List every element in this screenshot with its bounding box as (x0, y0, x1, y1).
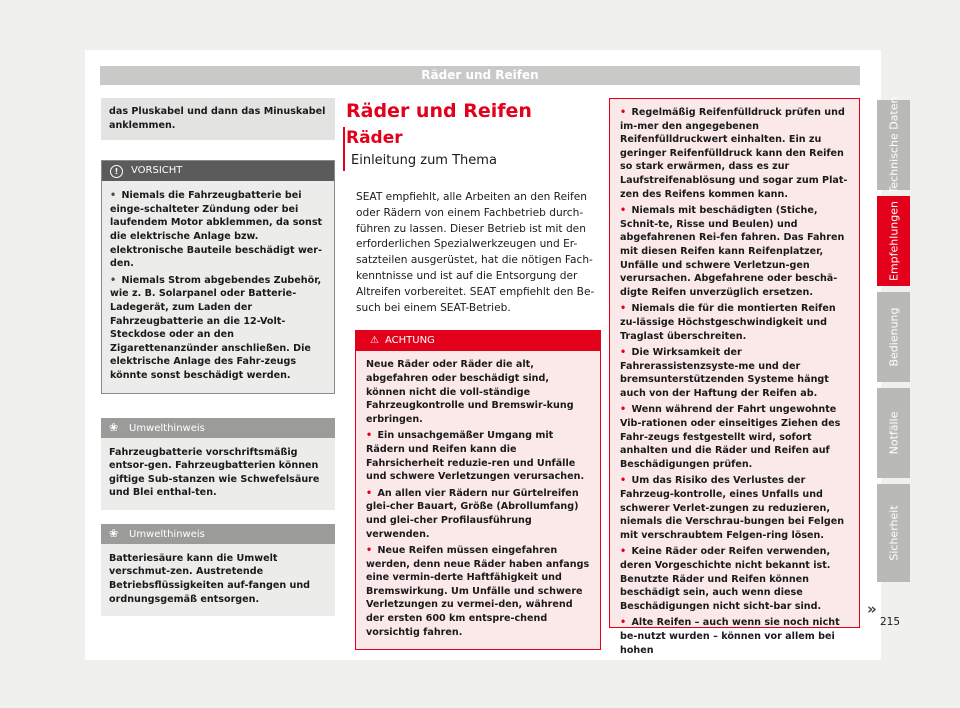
list-item-text: Um das Risiko des Verlustes der Fahrzeug-kontrolle, eines Unfalls und schwerer Verlet-zungen zu reduzieren, niemals die Verschrau-bungen bei Felgen mit verschraubtem Felgen-ring lösen. (620, 475, 845, 541)
bullet-icon: • (110, 274, 117, 286)
tab-sicherheit[interactable] (877, 484, 910, 582)
list-item (620, 474, 851, 542)
tab-empfehlungen[interactable] (877, 196, 910, 286)
bullet-icon: • (620, 303, 627, 315)
achtung-header (356, 331, 600, 351)
vorsicht-box (101, 160, 335, 393)
chapter-title: Räder und Reifen (346, 100, 532, 122)
list-item (620, 106, 851, 201)
leaf-icon: ❀ (109, 526, 119, 540)
bullet-icon: • (620, 617, 627, 629)
bullet-icon: • (366, 430, 373, 442)
umwelt-box-1 (101, 418, 335, 510)
tab-label: Bedienung (887, 307, 900, 367)
list-item (366, 544, 592, 639)
list-item-text: Alte Reifen – auch wenn sie noch nicht be-nutzt wurden – können vor allem bei hohen (620, 617, 840, 656)
continue-icon: » (867, 600, 877, 618)
bullet-icon: • (620, 347, 627, 359)
umwelt-header-1 (101, 418, 335, 438)
umwelt-label-2: Umwelthinweis (129, 528, 205, 540)
bullet-icon: • (366, 545, 373, 557)
bullet-icon: • (620, 205, 627, 217)
tab-label: Notfälle (887, 411, 900, 455)
column-right (609, 98, 860, 656)
tab-technische-daten[interactable] (877, 96, 910, 194)
vorsicht-header (102, 161, 334, 181)
list-item (620, 616, 851, 657)
list-item-text: Wenn während der Fahrt ungewohnte Vib-rationen oder einseitiges Ziehen des Fahr-zeugs festgestellt wird, sofort anhalten und die Räder und Reifen auf Beschädigungen prüfen. (620, 404, 841, 470)
subsection-title-text: Einleitung zum Thema (351, 153, 497, 168)
bullet-icon: • (620, 107, 627, 118)
warning-triangle-icon: ⚠ (370, 335, 379, 347)
umwelt-text-1: Fahrzeugbatterie vorschriftsmäßig entsor-gen. Fahrzeugbatterien können giftige Sub-stanzen wie Schwefelsäure und Blei enthal-ten. (109, 446, 320, 499)
vorsicht-label: VORSICHT (131, 165, 183, 177)
tab-label: Empfehlungen (887, 201, 900, 281)
list-item (620, 346, 851, 400)
list-item-text: Niemals die für die montierten Reifen zu-lässige Höchstgeschwindigkeit und Traglast überschreiten. (620, 303, 836, 342)
list-item-text: An allen vier Rädern nur Gürtelreifen glei-cher Bauart, Größe (Abrollumfang) und glei-cher Profilausführung verwenden. (366, 487, 579, 540)
vorsicht-body (102, 181, 334, 392)
achtung-box (355, 330, 601, 650)
list-item-text: Keine Räder oder Reifen verwenden, deren Vorgeschichte nicht bekannt ist. Benutzte Räder und Reifen können beschädigt sein, auch wenn diese Beschädigungen nicht sicht-bar sind. (620, 546, 831, 612)
subsection-title (351, 153, 601, 176)
column-left (101, 98, 335, 616)
list-item (110, 189, 326, 271)
leaf-icon: ❀ (109, 420, 119, 434)
umwelt-label-1: Umwelthinweis (129, 422, 205, 434)
list-item-text: Niemals Strom abgebendes Zubehör, wie z. B. Solarpanel oder Batterie-Ladegerät, zum Laden der Fahrzeugbatterie an die 12-Volt-Steckdose oder an den Zigarettenanzünder anschließen. Die elektrische Anlage des Fahr-zeugs könnte sonst beschädigt werden. (110, 274, 322, 381)
list-item-text: Regelmäßig Reifenfülldruck prüfen und im-mer den angegebenen Reifenfülldruckwert einhalten. Ein zu geringer Reifenfülldruck kann den Reifen so stark erwärmen, dass es zur Laufstreifenablösung und sogar zum Plat-zen des Reifens kommen kann. (620, 107, 848, 200)
list-item-text: Neue Reifen müssen eingefahren werden, denn neue Räder haben anfangs eine vermin-derte Haftfähigkeit und Bremswirkung. Um Unfälle und schwere Verletzungen zu vermei-den, während der ersten 600 km entspre-chend vorsichtig fahren. (366, 545, 590, 638)
list-item-text: Niemals die Fahrzeugbatterie bei einge-schalteter Zündung oder bei laufendem Motor abklemmen, da sonst die elektrische Anlage bzw. elektronische Bauteile beschädigt wer-den. (110, 190, 323, 270)
tab-bedienung[interactable] (877, 292, 910, 382)
tab-notfaelle[interactable] (877, 388, 910, 478)
tab-label: Sicherheit (887, 505, 900, 561)
page-header: Räder und Reifen (100, 66, 860, 85)
umwelt-header-2 (101, 524, 335, 544)
achtung-label: ACHTUNG (384, 335, 435, 347)
intro-paragraph: SEAT empfiehlt, alle Arbeiten an den Reifen oder Rädern von einem Fachbetrieb durch-führen zu lassen. Dieser Betrieb ist mit den erforderlichen Spezialwerkzeugen und Er-satzteilen ausgerüstet, hat die nötigen Fach-kenntnisse und ist auf die Entsorgung der Altreifen vorbereitet. SEAT empfiehlt den Be-such bei einem SEAT-Betrieb. (356, 191, 595, 314)
achtung-intro: Neue Räder oder Räder die alt, abgefahren oder beschädigt sind, können nicht die voll-ständige Fahrzeugkontrolle und Bremswir-kung erbringen. (366, 359, 574, 425)
list-item (620, 545, 851, 613)
umwelt-text-2: Batteriesäure kann die Umwelt verschmut-zen. Austretende Betriebsflüssigkeiten auf-fangen und ordnungsgemäß entsorgen. (109, 552, 311, 605)
list-item (366, 487, 592, 541)
list-item (620, 204, 851, 299)
list-item (366, 429, 592, 483)
achtung-continued-box (609, 98, 860, 656)
tab-label: Technische Daten (887, 96, 900, 194)
bullet-icon: • (620, 404, 627, 416)
bullet-icon: • (620, 546, 627, 558)
column-middle (343, 98, 601, 650)
list-item (110, 274, 326, 383)
list-item (620, 302, 851, 343)
bullet-icon: • (620, 475, 627, 487)
page-number: 215 (880, 616, 901, 628)
bullet-icon: • (366, 487, 373, 499)
list-item-text: Die Wirksamkeit der Fahrerassistenzsyste-me und der bremsunterstützenden Systeme hängt auch von der Haftung der Reifen ab. (620, 347, 829, 399)
accent-rule (343, 127, 345, 171)
list-item (620, 403, 851, 471)
bullet-icon: • (110, 190, 117, 202)
list-item-text: Niemals mit beschädigten (Stiche, Schnit-te, Risse und Beulen) und abgefahrenen Rei-fen fahren. Das Fahren mit diesen Reifen kann Reifenplatzer, Unfälle und schwere Verletzun-gen verursachen. Abgefahrene oder beschä-digte Reifen unverzüglich ersetzen. (620, 205, 845, 298)
list-item-text: Ein unsachgemäßer Umgang mit Rädern und Reifen kann die Fahrsicherheit reduzie-ren und Unfälle und schwere Verletzungen verursachen. (366, 430, 585, 483)
achtung-body (356, 351, 600, 649)
umwelt-box-2 (101, 524, 335, 616)
section-title: Räder (346, 128, 403, 148)
intro-note: das Pluskabel und dann das Minuskabel anklemmen. (101, 98, 335, 140)
info-circle-icon: ! (110, 165, 123, 178)
